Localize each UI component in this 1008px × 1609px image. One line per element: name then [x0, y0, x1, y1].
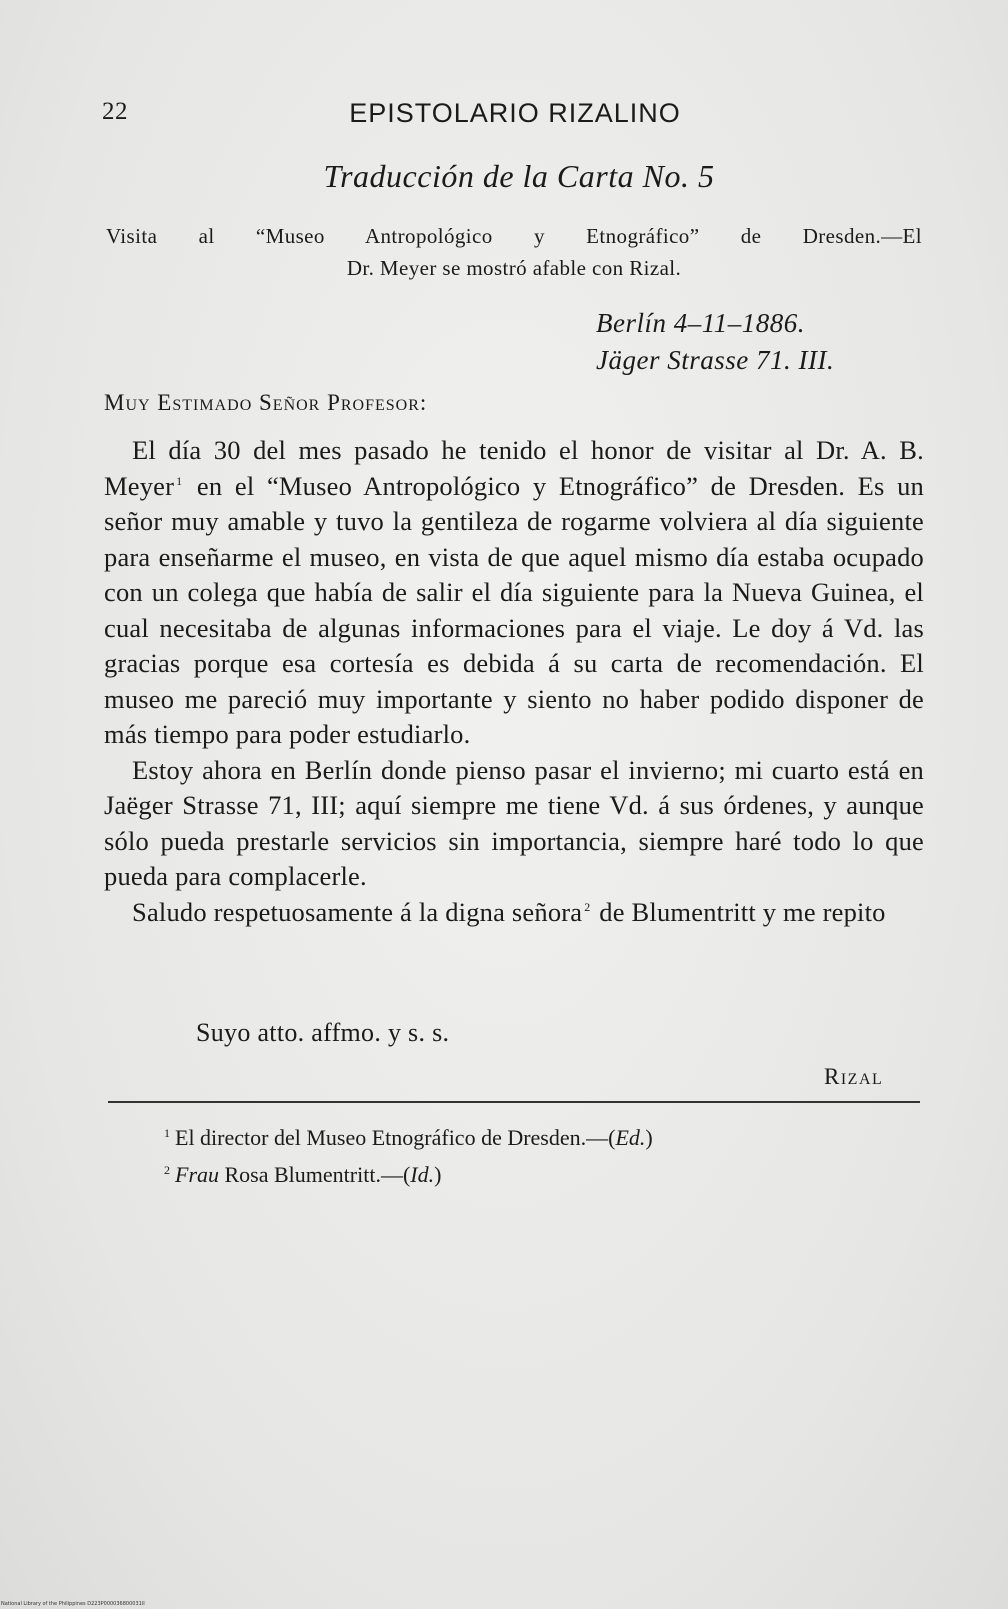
page-header	[100, 98, 920, 138]
footnote-ref-2: 2	[584, 899, 591, 914]
footnote-italic: Ed.	[615, 1125, 646, 1150]
paragraph-3-end: de Blumentritt y me repito	[592, 896, 886, 927]
running-title: EPISTOLARIO RIZALINO	[349, 98, 681, 128]
footnote-text: El director del Museo Etnográfico de Dresden.—(	[175, 1125, 616, 1150]
footnote-divider	[108, 1101, 920, 1103]
summary-line-1: Visita al “Museo Antropológico y Etnográfico” de Dresden.—El	[106, 224, 922, 248]
letter-body	[104, 433, 924, 930]
footnotes	[164, 1117, 924, 1191]
footnote-2	[164, 1154, 924, 1191]
letter-title: Traducción de la Carta No. 5	[323, 158, 715, 194]
closing-formula: Suyo atto. affmo. y s. s.	[196, 1018, 450, 1047]
paragraph-2: Estoy ahora en Berlín donde pienso pasar el invierno; mi cuarto está en Jaëger Strasse 71, III; aquí siempre me tiene Vd. á sus órdenes, y aunque sólo pueda prestarle servicios sin importancia, siempre haré todo lo que pueda para complacerle.	[104, 754, 924, 891]
paragraph-1	[104, 433, 924, 753]
paragraph-1-end: en el “Museo Antropológico y Etnográfico” de Dresden. Es un señor muy amable y tuvo la gentileza de rogarme volviera al día siguiente para enseñarme el museo, en vista de que aquel mismo día estaba ocupado con un colega que había de salir el día siguiente para la Nueva Guinea, el cual necesitaba de algunas informaciones para el viaje. Le doy á Vd. las gracias porque esa cortesía es debida á su carta de recomendación. El museo me pareció muy importante y siento no haber podido disponer de más tiempo para poder estudiarlo.	[104, 470, 924, 749]
footnote-number: 2	[164, 1163, 170, 1177]
footnote-text: Rosa Blumentritt.—(	[219, 1162, 411, 1187]
footnote-ref-1: 1	[176, 473, 183, 488]
salutation: Muy Estimado Señor Profesor:	[104, 390, 428, 415]
summary-line-2: Dr. Meyer se mostró afable con Rizal.	[346, 256, 682, 280]
signature: Rizal	[824, 1064, 884, 1089]
footnote-end: )	[434, 1162, 442, 1187]
paragraph-3	[104, 895, 924, 931]
footnote-italic: Id.	[410, 1162, 435, 1187]
footnote-1	[164, 1117, 924, 1154]
paragraph-3-start: Saludo respetuosamente á la digna señora	[132, 896, 583, 927]
page-number: 22	[102, 98, 128, 125]
footnote-end: )	[645, 1125, 653, 1150]
letter-summary	[106, 220, 922, 284]
letter-address: Jäger Strasse 71. III.	[596, 345, 835, 375]
letter-date: Berlín 4–11–1886.	[596, 308, 805, 338]
scan-credit: National Library of the Philippines D223P000036800031II	[1, 1601, 145, 1607]
footnote-number: 1	[164, 1126, 170, 1140]
paragraph-1-start: El día 30 del mes pasado he tenido el honor de visitar al Dr. A. B. Meyer	[104, 435, 924, 501]
place-date	[596, 305, 834, 379]
footnote-italic-lead: Frau	[175, 1162, 219, 1187]
